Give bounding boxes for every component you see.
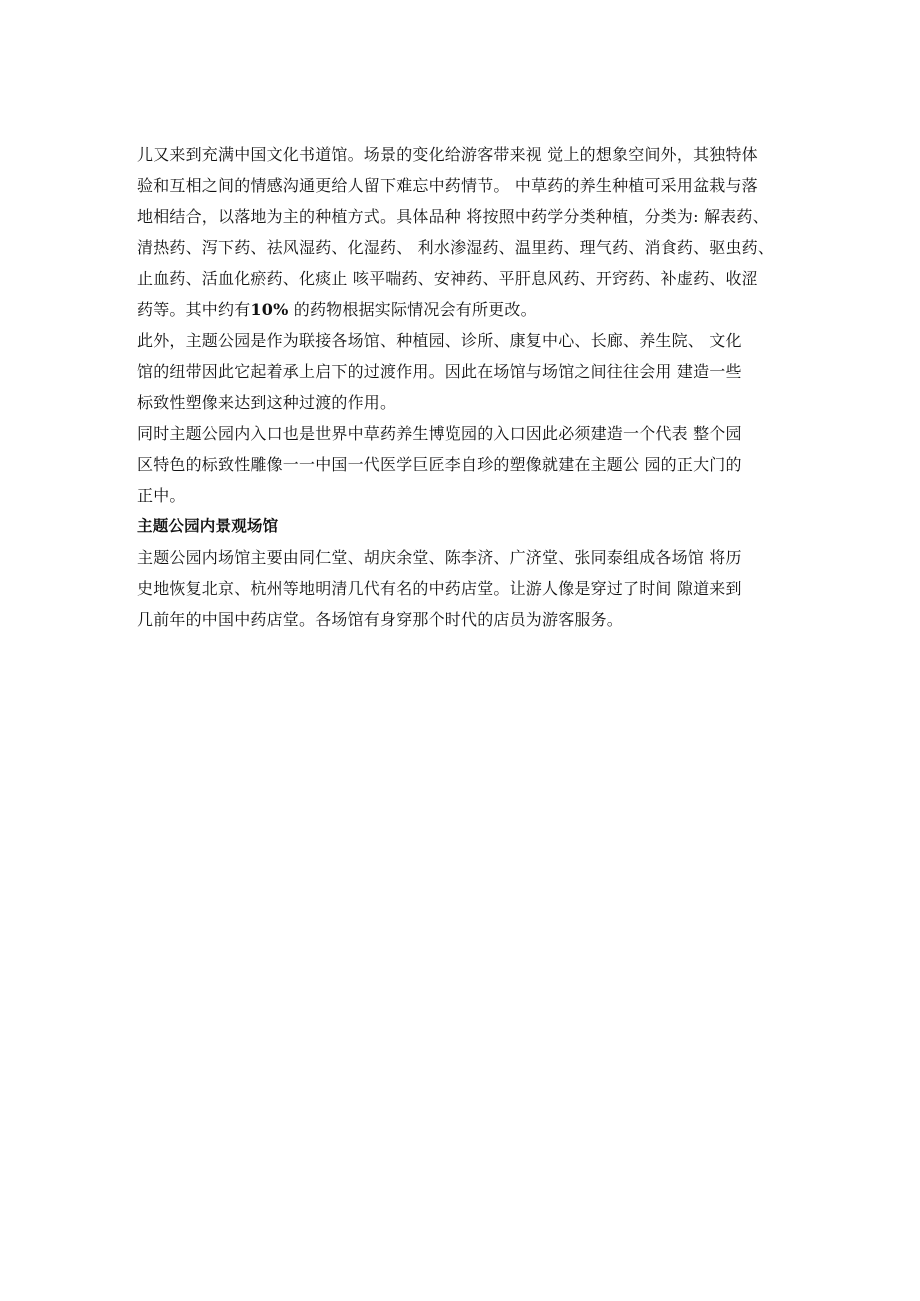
paragraph-theme-park-transition xyxy=(137,325,797,418)
text-segment: 的药物根据实际情况会有所更改。 xyxy=(288,300,537,319)
text-line: 此外，主题公园是作为联接各场馆、种植园、诊所、康复中心、长廊、养生院、 文化 xyxy=(137,331,742,350)
paragraph-pharmacy-halls xyxy=(137,542,797,635)
text-line: 主题公园内场馆主要由同仁堂、胡庆余堂、陈李济、广济堂、张同泰组成各场馆 将历 xyxy=(137,548,742,567)
text-line: 地相结合，以落地为主的种植方式。具体品种 将按照中药学分类种植，分类为: 解表药、 xyxy=(137,207,769,226)
text-line: 几前年的中国中药店堂。各场馆有身穿那个时代的店员为游客服务。 xyxy=(137,610,624,629)
text-line: 清热药、泻下药、祛风湿药、化湿药、 利水渗湿药、温里药、理气药、消食药、驱虫药、 xyxy=(137,238,775,257)
percentage-value: 10% xyxy=(250,300,289,319)
text-line: 史地恢复北京、杭州等地明清几代有名的中药店堂。让游人像是穿过了时间 隙道来到 xyxy=(137,579,742,598)
section-heading: 主题公园内景观场馆 xyxy=(137,517,279,535)
text-line: 验和互相之间的情感沟通更给人留下难忘中药情节。 中草药的养生种植可采用盆栽与落 xyxy=(137,176,758,195)
paragraph-entrance-statue xyxy=(137,418,797,511)
text-line: 标致性塑像来达到这种过渡的作用。 xyxy=(137,393,397,412)
text-line: 区特色的标致性雕像一一中国一代医学巨匠李自珍的塑像就建在主题公 园的正大门的 xyxy=(137,455,742,474)
text-line: 馆的纽带因此它起着承上启下的过渡作用。因此在场馆与场馆之间往往会用 建造一些 xyxy=(137,362,742,381)
text-line: 止血药、活血化瘀药、化痰止 咳平喘药、安神药、平肝息风药、开窍药、补虚药、收涩 xyxy=(137,269,758,288)
document-page xyxy=(137,139,797,635)
paragraph-garden-planting xyxy=(137,139,797,325)
text-segment: 药等。其中约有 xyxy=(137,300,251,319)
text-line: 儿又来到充满中国文化书道馆。场景的变化给游客带来视 觉上的想象空间外，其独特体 xyxy=(137,145,758,164)
text-line: 正中。 xyxy=(137,486,186,505)
text-line: 同时主题公园内入口也是世界中草药养生博览园的入口因此必须建造一个代表 整个园 xyxy=(137,424,742,443)
text-line-with-percentage xyxy=(137,294,797,325)
